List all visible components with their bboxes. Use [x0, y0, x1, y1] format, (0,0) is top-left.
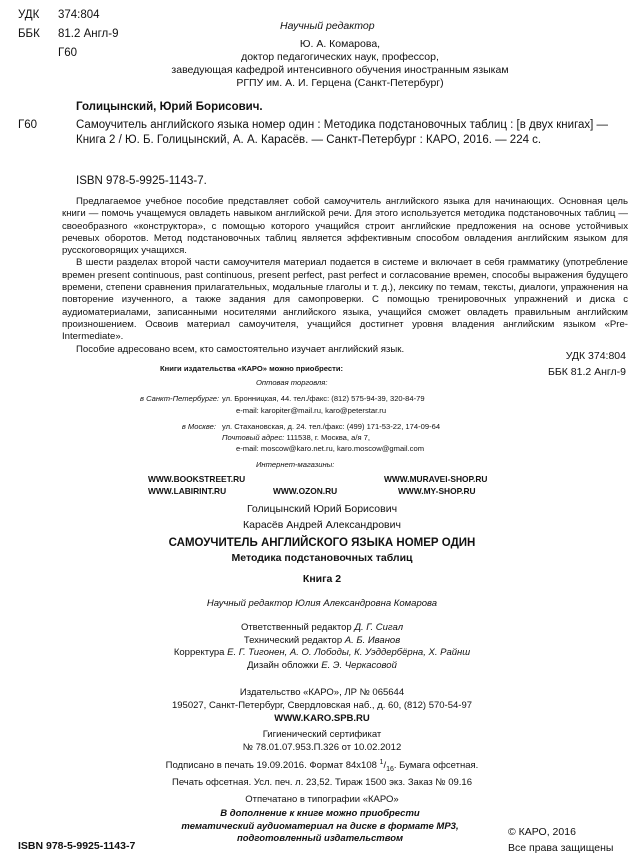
sci-editor-credit: Научный редактор Юлия Александровна Комарова: [206, 598, 438, 609]
bbk-value: 81.2 Англ-9: [58, 28, 119, 40]
shop-link[interactable]: WWW.OZON.RU: [273, 486, 338, 496]
msk-address: ул. Стахановская, д. 24. тел./факс: (499) 171-53-22, 174-09-64: [222, 422, 441, 431]
credits-block: [100, 622, 544, 672]
editor-line: РГПУ им. А. И. Герцена (Санкт-Петербург): [236, 77, 444, 89]
abstract: [62, 196, 628, 356]
abstract-paragraph: Пособие адресовано всем, кто самостоятельно изучает английский язык.: [76, 343, 405, 355]
credit-role: Корректура: [173, 647, 225, 659]
shop-link[interactable]: WWW.MURAVEI-SHOP.RU: [384, 474, 488, 484]
shop-link[interactable]: WWW.LABIRINT.RU: [148, 486, 227, 496]
footer-note-line: подготовленный издательством: [236, 833, 404, 844]
certificate-number: № 78.01.07.953.П.326 от 10.02.2012: [242, 742, 402, 753]
credit-line: [100, 660, 544, 673]
author-mark: Г60: [58, 47, 78, 59]
book-title-block: [60, 536, 584, 587]
credit-line: [100, 622, 544, 635]
print-signed: Подписано в печать 19.09.2016. Формат 84x108 $^1/_{16}$. Бумага офсетная.: [165, 759, 479, 774]
footer-note-line: В дополнение к книге можно приобрести: [220, 808, 420, 819]
credit-line: [100, 647, 544, 660]
abstract-paragraph: Предлагаемое учебное пособие представляет собой самоучитель английского языка для начинающих. Основная цель книги — помочь учащемуся овладеть навыком английской речи. Для этого используется методика подстановочных таблиц — своеобразного «конструктора», с помощью которого учащийся строит английские предложения на основе устойчивых речевых оборотов. Метод подстановочных таблиц является эффективным способом овладения английским языком для русскоговорящих учащихся.: [62, 196, 628, 257]
msk-post-label: Почтовый адрес:: [222, 433, 285, 442]
wholesale-heading: Оптовая торговля:: [256, 378, 328, 387]
shop-link[interactable]: WWW.BOOKSTREET.RU: [148, 474, 246, 484]
spb-address: ул. Бронницкая, 44. тел./факс: (812) 575-94-39, 320-84-79: [222, 394, 425, 403]
publisher-address: 195027, Санкт-Петербург, Свердловская наб., д. 60, (812) 570-54-97: [171, 700, 473, 711]
credit-name: Е. Э. Черкасовой: [321, 659, 397, 671]
credit-line: [100, 635, 544, 648]
udk-label: УДК: [18, 9, 40, 21]
credit-role: Дизайн обложки: [247, 659, 319, 671]
credit-role: Технический редактор: [243, 634, 343, 646]
spb-city: в Санкт-Петербурге:: [140, 394, 220, 403]
msk-email: e-mail: moscow@karo.net.ru, karo.moscow@gmail.com: [236, 444, 425, 453]
udk-value: 374:804: [58, 9, 100, 21]
editor-block: [140, 38, 540, 90]
rights: Все права защищены: [508, 842, 614, 854]
msk-city: в Москве:: [181, 422, 216, 431]
msk-post-address: 111538, г. Москва, а/я 7,: [286, 433, 371, 442]
editor-line: заведующая кафедрой интенсивного обучения иностранным языкам: [171, 64, 509, 76]
abstract-paragraph: В шести разделах второй части самоучителя материал подается в системе и включает в себя грамматику (употребление времен present continuous, past continuous, present perfect, past perfect и согласование времен, способы выражения будущего времени, степени сравнения прилагательных, модальные глаголы и т. д.), лексику по темам, тексты, диалоги, упражнения на повторение изученного, а также задания для самопроверки. С помощью тренировочных упражнений и диска с аудиоматериалами, записанными носителями английского языка, учащийся сможет овладеть правильным английским произношением. Освоив материал самоучителя, учащийся достигнет уровня владения английским языком «Pre-Intermediate».: [62, 257, 628, 343]
publisher-site[interactable]: WWW.KARO.SPB.RU: [274, 713, 370, 724]
footer-note-line: тематический аудиоматериал на диске в формате MP3,: [181, 820, 459, 832]
certificate-block: [100, 728, 544, 754]
book-volume: Книга 2: [302, 573, 342, 585]
online-heading: Интернет-магазины:: [256, 460, 335, 469]
format-fraction-num: 1: [379, 759, 384, 766]
bbk-label: ББК: [18, 28, 40, 40]
spb-email: e-mail: karopiter@mail.ru, karo@peterstar.ru: [236, 406, 387, 415]
credit-role: Ответственный редактор: [240, 622, 352, 633]
purchase-title: Книги издательства «КАРО» можно приобрести:: [160, 364, 344, 373]
citation-text: Самоучитель английского языка номер один : Методика подстановочных таблиц : [в двух книгах] — Книга 2 / Ю. Б. Голицынский, А. А. Карасёв. — Санкт-Петербург : КАРО, 2016. — 224 с.: [76, 119, 609, 146]
credit-name: Е. Г. Тигонен, А. О. Лободы, К. Уэддербёрна, Х. Райнш: [227, 647, 471, 659]
citation-author: Голицынский, Юрий Борисович.: [76, 101, 263, 113]
editor-name: Ю. А. Комарова,: [299, 38, 381, 50]
author-name: Голицынский Юрий Борисович: [246, 503, 398, 515]
format-fraction-den: 16: [386, 766, 394, 774]
print-signed-text: Подписано в печать 19.09.2016. Формат 84x108: [165, 760, 380, 772]
classification-udk: УДК 374:804: [565, 350, 626, 362]
print-block: [80, 756, 564, 806]
citation-isbn: ISBN 978-5-9925-1143-7.: [76, 175, 207, 187]
print-signed-paper: . Бумага офсетная.: [393, 760, 479, 772]
book-title: САМОУЧИТЕЛЬ АНГЛИЙСКОГО ЯЗЫКА НОМЕР ОДИН: [168, 537, 476, 549]
authors: [100, 503, 544, 532]
credit-name: Д. Г. Сигал: [354, 622, 404, 633]
certificate-title: Гигиенический сертификат: [262, 729, 382, 740]
editor-title: Научный редактор: [280, 20, 375, 32]
classification-bbk: ББК 81.2 Англ-9: [547, 366, 626, 378]
citation-mark: Г60: [18, 119, 38, 131]
shop-link[interactable]: WWW.MY-SHOP.RU: [398, 486, 476, 496]
book-subtitle: Методика подстановочных таблиц: [231, 552, 413, 564]
author-name: Карасёв Андрей Александрович: [243, 519, 401, 531]
editor-line: доктор педагогических наук, профессор,: [241, 51, 439, 63]
publisher-license: Издательство «КАРО», ЛР № 065644: [239, 687, 405, 698]
publisher-block: [80, 686, 564, 725]
credit-name: А. Б. Иванов: [344, 634, 401, 646]
printed-at: Отпечатано в типографии «КАРО»: [245, 794, 399, 806]
copyright: © КАРО, 2016: [508, 826, 576, 838]
footer-isbn: ISBN 978-5-9925-1143-7: [18, 840, 136, 852]
footer-note: [170, 808, 470, 846]
msk-post: [222, 433, 370, 443]
print-details: Печать офсетная. Усл. печ. л. 23,52. Тираж 1500 экз. Заказ № 09.16: [171, 777, 472, 789]
